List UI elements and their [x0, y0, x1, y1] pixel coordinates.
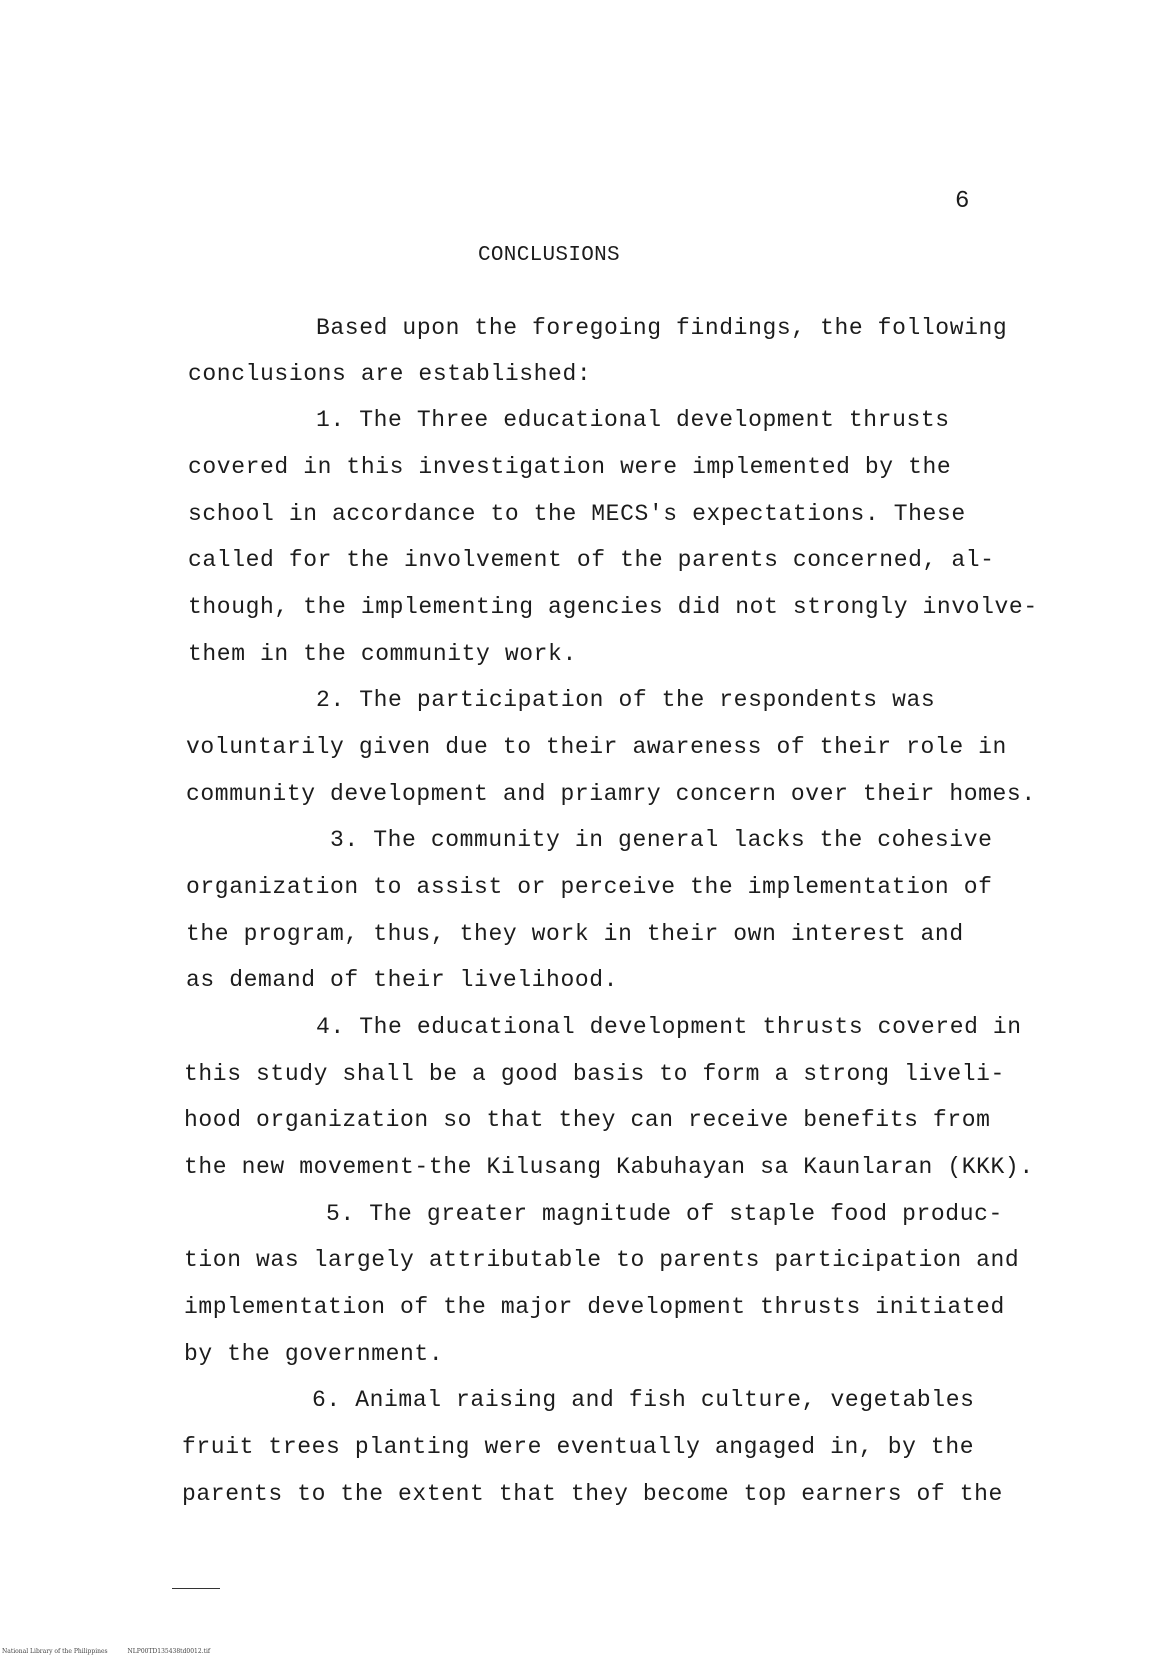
footer-library: National Library of the Philippines [2, 1648, 108, 1655]
body-line: as demand of their livelihood. [186, 967, 619, 993]
body-line: conclusions are established: [188, 361, 592, 387]
body-line: though, the implementing agencies did not strongly involve- [188, 594, 1038, 620]
body-line: voluntarily given due to their awareness of their role in [186, 734, 1007, 760]
body-line: tion was largely attributable to parents participation and [184, 1247, 1020, 1273]
body-line: parents to the extent that they become top earners of the [182, 1481, 1003, 1507]
body-line: school in accordance to the MECS's expectations. These [188, 501, 966, 527]
body-line: organization to assist or perceive the implementation of [186, 874, 993, 900]
scan-footer [2, 1648, 228, 1656]
list-item-1-line: 1. The Three educational development thrusts [316, 407, 950, 433]
body-line: by the government. [184, 1341, 444, 1367]
body-line: them in the community work. [188, 641, 577, 667]
list-item-2-line: 2. The participation of the respondents was [316, 687, 936, 713]
page-number: 6 [955, 188, 970, 215]
body-line: called for the involvement of the parents concerned, al- [188, 547, 995, 573]
body-line: hood organization so that they can receive benefits from [184, 1107, 991, 1133]
body-line: fruit trees planting were eventually angaged in, by the [182, 1434, 975, 1460]
footnote-rule [172, 1588, 220, 1589]
footer-file: NLP00TD135438td0012.tif [127, 1648, 211, 1655]
body-line: covered in this investigation were implemented by the [188, 454, 952, 480]
list-item-6-line: 6. Animal raising and fish culture, vegetables [312, 1387, 975, 1413]
list-item-4-line: 4. The educational development thrusts covered in [316, 1014, 1022, 1040]
list-item-3-line: 3. The community in general lacks the cohesive [330, 827, 993, 853]
body-line: this study shall be a good basis to form a strong liveli- [184, 1061, 1005, 1087]
body-line: implementation of the major development thrusts initiated [184, 1294, 1005, 1320]
body-line: Based upon the foregoing findings, the following [316, 315, 1008, 341]
body-line: the new movement-the Kilusang Kabuhayan sa Kaunlaran (KKK). [184, 1154, 1034, 1180]
list-item-5-line: 5. The greater magnitude of staple food produc- [326, 1201, 1003, 1227]
section-heading: CONCLUSIONS [478, 244, 620, 267]
body-line: the program, thus, they work in their own interest and [186, 921, 964, 947]
body-line: community development and priamry concern over their homes. [186, 781, 1036, 807]
